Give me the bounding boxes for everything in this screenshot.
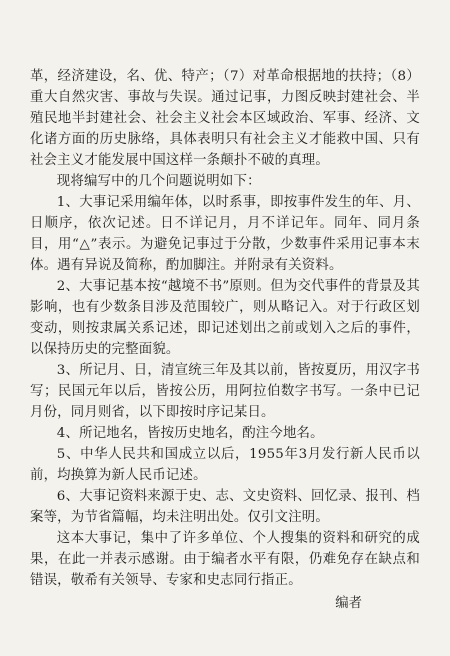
paragraph: 2、大事记基本按“越境不书”原则。但为交代事件的背景及其影响，也有少数条目涉及范围较广，则从略记入。对于行政区划变动，则按隶属关系记述，即记述划出之前或划入之后的事件，以保持历史的完整面貌。 <box>30 279 420 357</box>
paragraph: 3、所记月、日，清宣统三年及其以前，皆按夏历，用汉字书写；民国元年以后，皆按公历，用阿拉伯数字书写。一条中已记月份，同月则省，以下即按时序记某日。 <box>30 363 420 420</box>
paragraph: 1、大事记采用编年体，以时系事，即按事件发生的年、月、日顺序，依次记述。日不详记月，月不详记年。同年、同月条目，用“△”表示。为避免记事过于分散，少数事件采用记事本末体。遇有异说及简称，酌加脚注。并附录有关资料。 <box>30 195 420 273</box>
paragraph: 这本大事记，集中了许多单位、个人搜集的资料和研究的成果，在此一并表示感谢。由于编者水平有限，仍难免存在缺点和错误，敬希有关领导、专家和史志同行指正。 <box>30 531 420 588</box>
paragraph: 5、中华人民共和国成立以后，1955年3月发行新人民币以前，均换算为新人民币记述。 <box>30 447 420 483</box>
signature: 编者 <box>335 596 362 611</box>
paragraph: 现将编写中的几个问题说明如下： <box>56 174 261 189</box>
document-body <box>30 66 420 591</box>
paragraph: 6、大事记资料来源于史、志、文史资料、回忆录、报刊、档案等，为节省篇幅，均未注明出处。仅引文注明。 <box>30 489 420 525</box>
paragraph: 革，经济建设，名、优、特产；（7）对革命根据地的扶持；（8）重大自然灾害、事故与失误。通过记事，力图反映封建社会、半殖民地半封建社会、社会主义社会本区域政治、军事、经济、文化诸方面的历史脉络，具体表明只有社会主义才能救中国、只有社会主义才能发展中国这样一条颠扑不破的真理。 <box>30 69 420 168</box>
paragraph: 4、所记地名，皆按历史地名，酌注今地名。 <box>56 426 324 441</box>
